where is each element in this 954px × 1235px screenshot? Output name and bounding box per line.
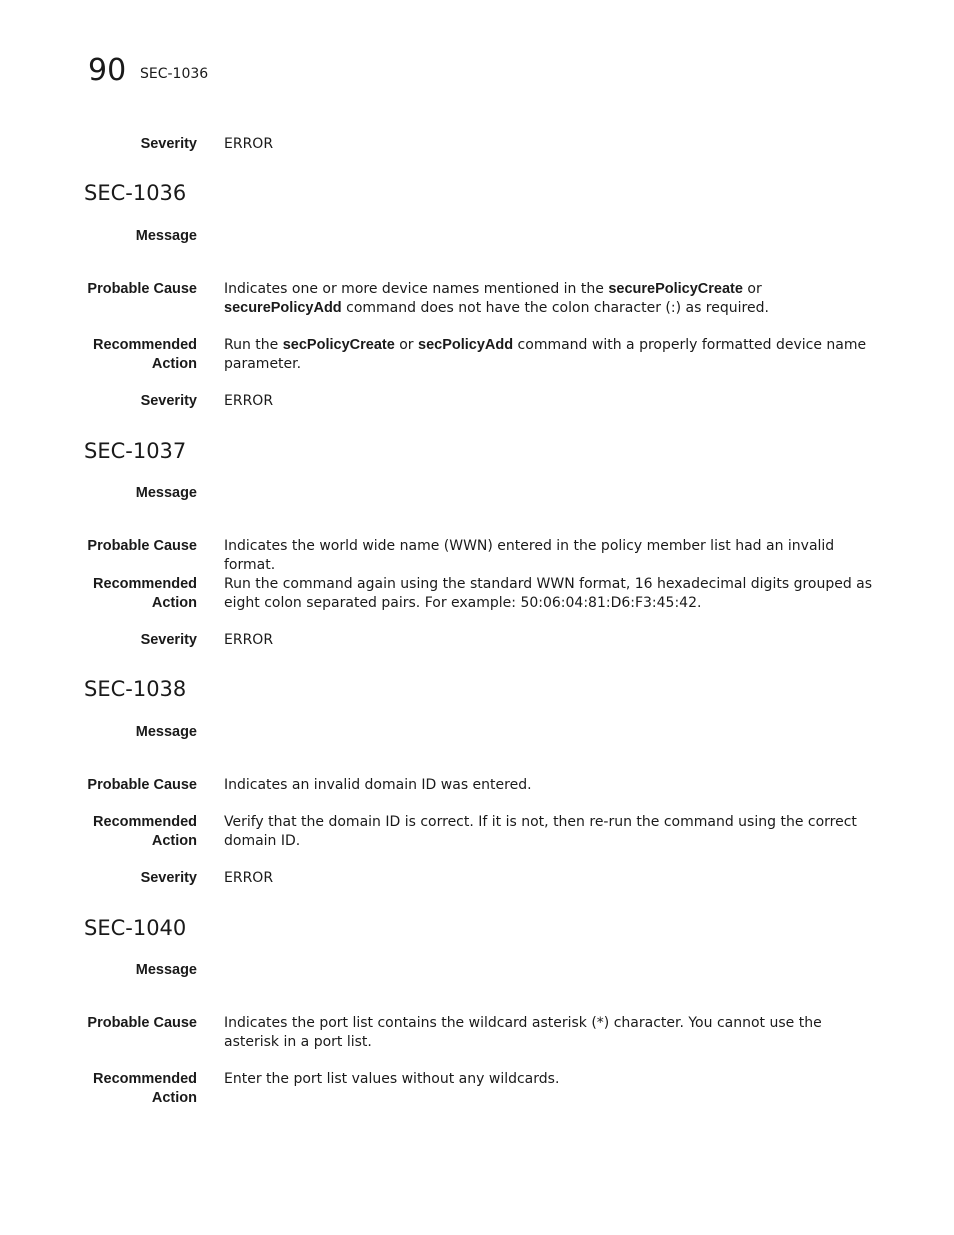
message-label: Message [135,724,197,740]
severity-label: Severity [140,136,197,152]
severity-value: ERROR [224,393,274,409]
section-heading: SEC-1040 [84,916,187,940]
recommended-action-text: Run the command again using the standard WWN format, 16 hexadecimal digits grouped as eight colon separated pairs. For example: 50:06:04:81:D6:F3:45:42. [224,576,873,611]
probable-cause-text: Indicates the world wide name (WWN) entered in the policy member list had an invalid format. [224,538,835,573]
probable-cause-label: Probable Cause [87,281,197,297]
probable-cause-text: Indicates an invalid domain ID was entered. [224,777,532,793]
command-name: secPolicyAdd [418,337,514,353]
section-heading: SEC-1038 [84,677,187,701]
recommended-action-label: Recommended Action [93,576,197,611]
severity-value: ERROR [224,870,274,886]
message-label: Message [135,485,197,501]
recommended-action-label: Recommended Action [93,1071,197,1106]
section-heading: SEC-1036 [84,181,187,205]
recommended-action-text: Enter the port list values without any wildcards. [224,1071,560,1087]
severity-value: ERROR [224,632,274,648]
severity-label: Severity [140,870,197,886]
recommended-action-text: Verify that the domain ID is correct. If it is not, then re-run the command using the correct domain ID. [224,814,857,849]
section-heading: SEC-1037 [84,439,187,463]
command-name: securePolicyCreate [608,281,743,297]
probable-cause-text: Indicates one or more device names mentioned in the securePolicyCreate or securePolicyAdd command does not have the colon character (:) as required. [224,281,769,316]
severity-label: Severity [140,632,197,648]
command-name: securePolicyAdd [224,300,342,316]
severity-value: ERROR [224,136,274,152]
header-title: SEC-1036 [140,66,209,82]
message-label: Message [135,962,197,978]
page-number: 90 [88,53,127,88]
message-label: Message [135,228,197,244]
probable-cause-label: Probable Cause [87,538,197,554]
command-name: secPolicyCreate [282,337,395,353]
recommended-action-label: Recommended Action [93,814,197,849]
recommended-action-label: Recommended Action [93,337,197,372]
recommended-action-text: Run the secPolicyCreate or secPolicyAdd command with a properly formatted device name parameter. [224,337,867,372]
probable-cause-label: Probable Cause [87,1015,197,1031]
severity-label: Severity [140,393,197,409]
probable-cause-text: Indicates the port list contains the wildcard asterisk (*) character. You cannot use the asterisk in a port list. [224,1015,822,1050]
probable-cause-label: Probable Cause [87,777,197,793]
